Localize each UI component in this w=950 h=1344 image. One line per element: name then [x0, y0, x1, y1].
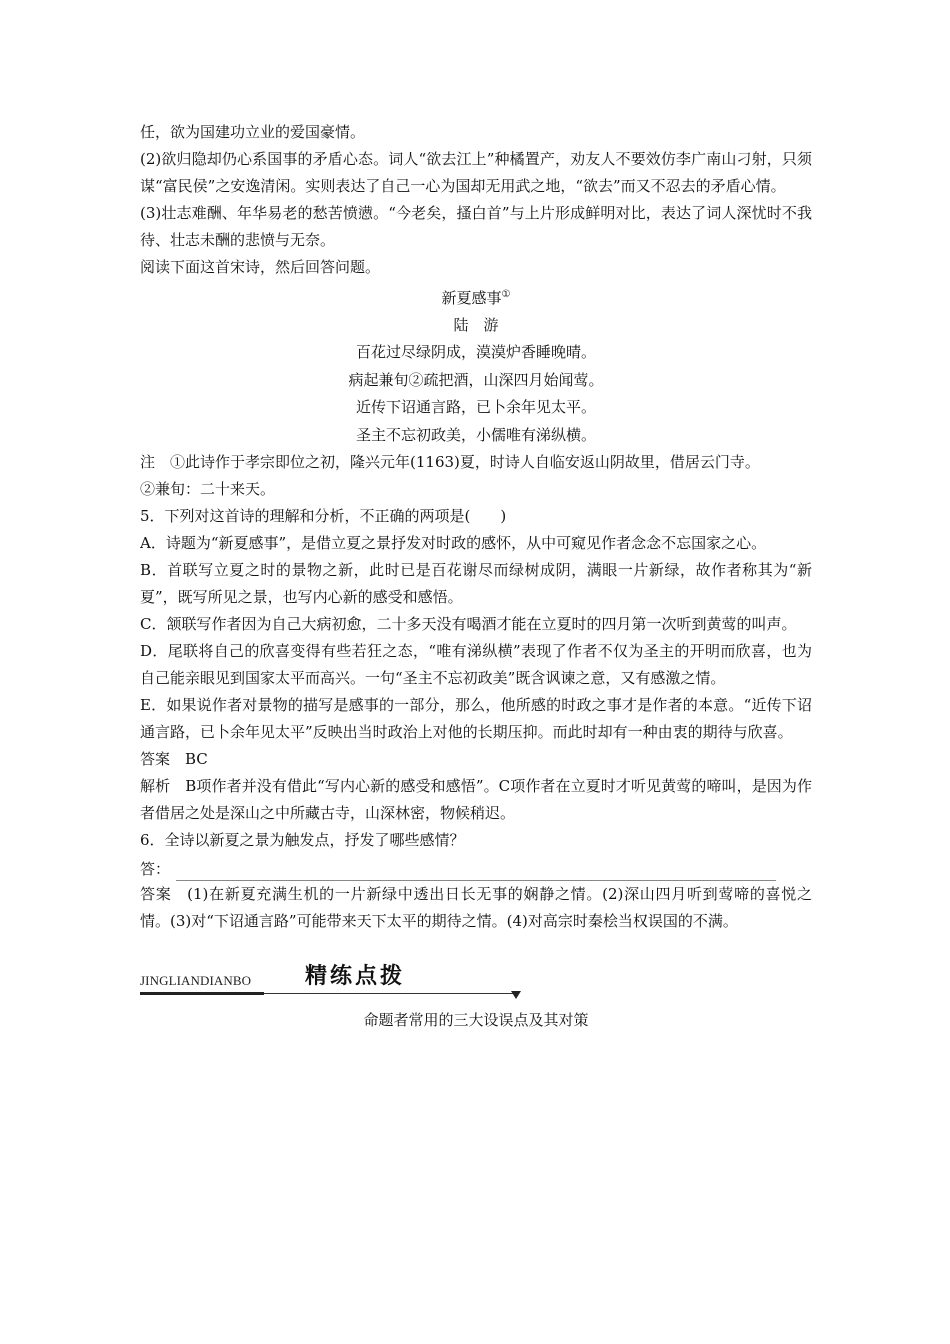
section-header [140, 953, 812, 999]
poem-line: 病起兼旬②疏把酒，山深四月始闻莺。 [348, 370, 604, 389]
question-6-stem: 6．全诗以新夏之景为触发点，抒发了哪些感情？ [140, 831, 465, 849]
poem-title [140, 281, 812, 312]
question-5-stem: 5．下列对这首诗的理解和分析，不正确的两项是( ) [140, 507, 507, 525]
question-5-analysis: 解析 B项作者并没有借此“写内心新的感受和感悟”。C项作者在立夏时才听见黄莺的啼叫，是因为作者借居之处是深山之中所藏古寺，山深林密，物候稍迟。 [140, 777, 812, 822]
poem-line: 百花过尽绿阴成，漠漠炉香睡晚晴。 [355, 343, 596, 361]
option-c: C．颔联写作者因为自己大病初愈，二十多天没有喝酒才能在立夏时的四月第一次听到黄莺的叫声。 [140, 615, 797, 633]
section-title: 精练点拨 [305, 964, 406, 989]
poem-line: 近传下诏通言路，已卜余年见太平。 [355, 398, 596, 416]
answer-blank[interactable] [140, 854, 812, 881]
question-5-answer: 答案 BC [140, 750, 208, 768]
poem-title-note: ① [501, 289, 511, 300]
answer-label: 答： [140, 860, 171, 878]
option-b: B．首联写立夏之时的景物之新，此时已是百花谢尽而绿树成阴，满眼一片新绿，故作者称其为“新夏”，既写所见之景，也写内心新的感受和感悟。 [140, 561, 812, 606]
poem-note: ②兼旬：二十来天。 [140, 480, 276, 498]
paragraph: (3)壮志难酬、年华易老的愁苦愤懑。“今老矣，搔白首”与上片形成鲜明对比，表达了词人深忧时不我待、壮志未酬的悲愤与无奈。 [140, 204, 812, 249]
poem-note: 注 ①此诗作于孝宗即位之初，隆兴元年(1163)夏，时诗人自临安返山阴故里，借居云门寺。 [140, 453, 760, 471]
arrow-down-icon [511, 991, 521, 999]
question-6-answer: 答案 (1)在新夏充满生机的一片新绿中透出日长无事的娴静之情。(2)深山四月听到莺啼的喜悦之情。(3)对“下诏通言路”可能带来天下太平的期待之情。(4)对高宗时秦桧当权误国的不满。 [140, 885, 812, 930]
poem-author: 陆 游 [453, 316, 499, 334]
option-d: D．尾联将自己的欣喜变得有些若狂之态，“唯有涕纵横”表现了作者不仅为圣主的开明而欣喜，也为自己能亲眼见到国家太平而高兴。一句“圣主不忘初政美”既含讽谏之意，又有感激之情。 [140, 642, 812, 687]
poem-line: 圣主不忘初政美，小儒唯有涕纵横。 [355, 425, 596, 444]
paragraph: 任，欲为国建功立业的爱国豪情。 [140, 123, 366, 141]
option-e: E．如果说作者对景物的描写是感事的一部分，那么，他所感的时政之事才是作者的本意。“近传下诏通言路，已卜余年见太平”反映出当时政治上对他的长期压抑。而此时却有一种由衷的期待与欣喜。 [140, 696, 812, 741]
section-pinyin: JINGLIANDIANBO [140, 973, 252, 988]
poem-title-text: 新夏感事 [441, 289, 502, 307]
option-a: A．诗题为“新夏感事”，是借立夏之景抒发对时政的感怀，从中可窥见作者念念不忘国家之心。 [140, 534, 767, 552]
paragraph: (2)欲归隐却仍心系国事的矛盾心态。词人“欲去江上”种橘置产，劝友人不要效仿李广南山刁射，只须谋“富民侯”之安逸清闲。实则表达了自己一心为国却无用武之地，“欲去”而又不忍去的矛盾心情。 [140, 150, 812, 195]
document-content [140, 119, 812, 1034]
reading-instruction: 阅读下面这首宋诗，然后回答问题。 [140, 258, 381, 276]
section-subtitle: 命题者常用的三大设误点及其对策 [363, 1011, 589, 1029]
header-rule-thin [264, 993, 514, 994]
header-rule-thick [140, 992, 264, 995]
answer-underline[interactable] [176, 864, 776, 881]
